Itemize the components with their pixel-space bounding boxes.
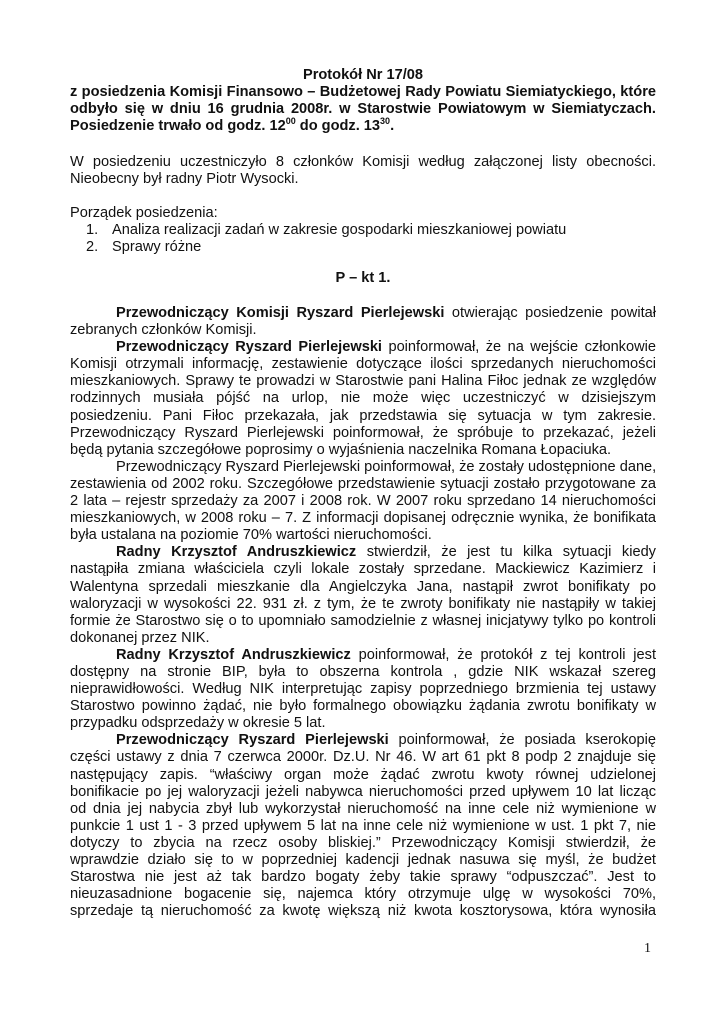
body-line: rodzinnych musiała pójść na urlop, nie może więc uczestniczyć w dzisiejszym (70, 390, 656, 407)
attendance-paragraph (70, 154, 656, 188)
body-line: 2 lata – rejestr sprzedaży za 2007 i 2008 rok. W 2007 roku sprzedano 14 nieruchomości (70, 493, 656, 510)
body-line: mieszkaniowych, w 2008 roku – 7. Z informacji dopisanej odręcznie wynika, że bonifikata (70, 510, 656, 527)
body-line: waloryzacji w wysokości 22. 931 zł. z tym, że te zwroty bonifikaty nie nastąpiły w takiej (70, 595, 656, 612)
body-line: Komisji otrzymali informację, zestawienie dotyczące ilości sprzedanych nieruchomości (70, 356, 656, 373)
body-line: nastąpiła zmiana właściciela czyli lokale zostały sprzedane. Mackiewicz Kazimierz i (70, 561, 656, 578)
speaker-name: Radny Krzysztof Andruszkiewicz (116, 544, 357, 561)
agenda-item: 1. Analiza realizacji zadań w zakresie gospodarki mieszkaniowej powiatu (86, 222, 567, 238)
body-line: nieprawidłowości. Według NIK interpretując zapisy poprzedniego brzmienia tej ustawy (70, 681, 656, 698)
body-line: Radny Krzysztof Andruszkiewicz poinformował, że protokół z tej kontroli jest (116, 646, 656, 663)
body-line: Starostwa nie jest aż tak bardzo bogaty żeby takie sprawy “odpuszczać”. Jest to (70, 869, 656, 886)
body-line: dotyczy to zbycia na rzecz osoby bliskiej.” Przewodniczący Komisji stwierdził, że (70, 834, 656, 851)
body-line: zestawienia od 2002 roku. Szczegółowe przedstawienie sytuacji zostało przygotowane za (70, 475, 656, 492)
body-line: punkcie 1 ust 1 - 3 przed upływem 5 lat na inne cele niż wymienione w ust. 1 pkt 7, nie (70, 817, 656, 834)
body-line: Walentyna sprzedali mieszkanie dla Angielczyka Jana, nastąpił zwrot bonifikaty po (70, 578, 656, 595)
document-title: Protokół Nr 17/08 (302, 67, 424, 83)
body-line: mieszkaniowych. Sprawy te prowadzi w Starostwie pani Halina Fiłoc jednak ze względów (70, 373, 656, 390)
agenda-heading: Porządek posiedzenia: (70, 205, 218, 221)
session-time-end: do godz. 13 (295, 118, 381, 134)
body-line: dokonanej przez NIK. (70, 629, 210, 646)
agenda-list (86, 222, 656, 256)
title-line-4 (70, 118, 656, 135)
attendance-line: W posiedzeniu uczestniczyło 8 członków Komisji według załączonej listy obecności. (70, 154, 656, 170)
body-line: następujący zapis. “właściwy organ może żądać zwrotu kwoty równej udzielonej (70, 766, 656, 783)
body-line: od dnia jej nabycia zbył lub wykorzystał nieruchomość na inne cele niż wymienione w (70, 800, 656, 817)
body-line: Przewodniczący Ryszard Pierlejewski poinformował, że posiada kserokopię (116, 732, 656, 749)
body-line: dostępny na stronie BIP, była to obszerna kontrola , gdzie NIK wskazał szereg (70, 663, 656, 680)
body-line: wprawdzie działo się to w poprzedniej kadencji jednak nasuwa się myśl, że budżet (70, 852, 656, 868)
session-time-start: Posiedzenie trwało od godz. 12 (70, 118, 286, 134)
page-number: 1 (644, 941, 651, 956)
body-line: sprzedaje tą nieruchomość za kwotę większą niż kwota kosztorysowa, która wynosiła (70, 903, 656, 920)
minutes-body (70, 305, 656, 920)
body-line: Starostwo powinno żądać, nie było formalnego obowiązku żądania zwrotu bonifikaty w (70, 698, 656, 715)
body-line: Radny Krzysztof Andruszkiewicz stwierdził, że jest tu kilka sytuacji kiedy (116, 544, 656, 561)
body-line: przypadku odsprzedaży w okresie 5 lat. (70, 715, 326, 732)
body-line: nieuzasadnione bogacenie się, najemca który otrzymuje ulgę w wysokości 70%, (70, 886, 656, 903)
body-line: Przewodniczący Ryszard Pierlejewski poinformował, że zostały udostępnione dane, (116, 458, 656, 475)
agenda-item: 2. Sprawy różne (86, 239, 202, 256)
body-line: zebranych członków Komisji. (70, 322, 257, 339)
body-line: części ustawy z dnia 7 czerwca 2000r. Dz.U. Nr 46. W art 61 pkt 8 podp 2 znajduje się (70, 749, 656, 766)
end-minutes: 30 (380, 116, 391, 126)
start-minutes: 00 (285, 116, 296, 126)
title-period: . (390, 118, 395, 134)
body-line: była ustalana na poziomie 70% wartości nieruchomości. (70, 527, 432, 544)
section-title: P – kt 1. (335, 270, 391, 286)
speaker-name: Przewodniczący Ryszard Pierlejewski (116, 339, 382, 356)
body-line: Przewodniczący Komisji Ryszard Pierlejewski otwierając posiedzenie powitał (116, 305, 656, 321)
title-line-3: odbyło się w dniu 16 grudnia 2008r. w Starostwie Powiatowym w Siemiatyczach. (70, 101, 656, 117)
title-line-2: z posiedzenia Komisji Finansowo – Budżetowej Rady Powiatu Siemiatyckiego, które (70, 84, 656, 100)
body-line: Przewodniczący Ryszard Pierlejewski poinformował, że spróbuje to przekazać, jeżeli (70, 424, 656, 441)
body-line: będą pytania szczegółowe poprosimy o wyjaśnienia naczelnika Romana Łopaciuka. (70, 441, 612, 458)
body-line: posiedzeniu. Pani Fiłoc przekazała, jak przedstawia się sytuacja w tym zakresie. (70, 407, 656, 424)
body-line: bonifikacie po jej waloryzacji jeżeli nabywca nieruchomości przed upływem 10 lat licząc (70, 783, 656, 800)
speaker-name: Przewodniczący Ryszard Pierlejewski (116, 732, 389, 749)
body-line: Przewodniczący Ryszard Pierlejewski poinformował, że na wejście członkowie (116, 339, 656, 356)
speaker-name: Radny Krzysztof Andruszkiewicz (116, 646, 351, 663)
attendance-line: Nieobecny był radny Piotr Wysocki. (70, 171, 299, 188)
speaker-name: Przewodniczący Komisji Ryszard Pierlejewski (116, 305, 445, 321)
body-line: formie że Starostwo się o to upomniało samodzielnie z własnej inicjatywy tylko po kontroli (70, 612, 656, 629)
